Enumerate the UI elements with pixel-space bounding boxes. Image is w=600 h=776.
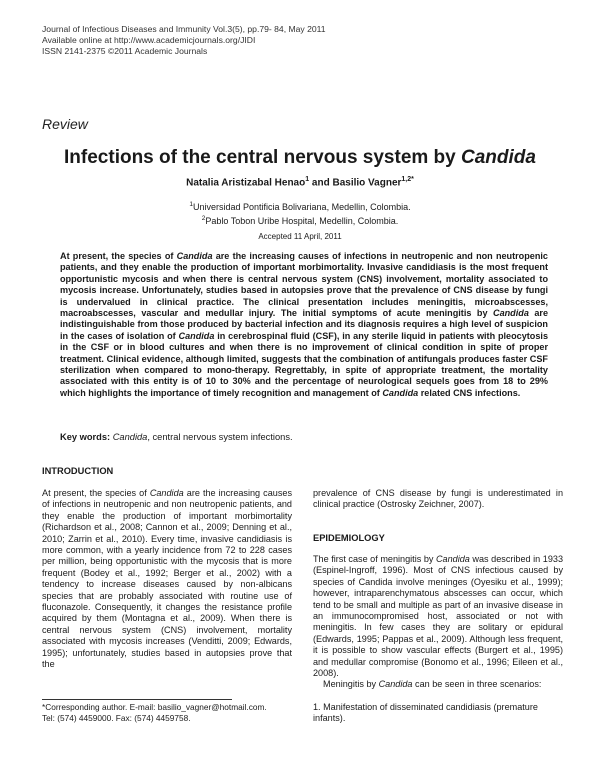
abstract: At present, the species of Candida are the increasing causes of infections in neutropenic and non neutropenic patients, and they enable the production of important morbimortality. Invasive candidiasis is the most frequent opportunistic mycosis and when there is central nervous system (CNS) involvement, mortality associated to mycosis increase. Unfortunately, studies based in autopsies prove that the prevalence of CNS disease by fungi is undervalued in clinical practice. The clinical presentation includes meningitis, microabscesses, macroabscesses, vascular and medullar injury. The initial symptoms of acute meningitis by Candida are indistinguishable from those produced by bacterial infection and its diagnosis requires a high level of suspicion in the cases of isolation of Candida in cerebrospinal fluid (CSF), in any sterile liquid in patients with pleocytosis in the CSF or in blood cultures and when there is no improvement of clinical condition in spite of proper treatment. Clinical evidence, although limited, suggests that the combination of antifungals produces faster CSF sterilization when compared to mono-therapy. Regrettably, in spite of appropriate treatment, the mortality associated with this entity is of 10 to 30% and the percentage of neurological sequels goes from 18 to 29% which highlights the importance of timely recognition and management of Candida related CNS infections. xyxy=(60,251,549,398)
author-1-affil: 1 xyxy=(305,176,310,183)
author-2: Basilio Vagner xyxy=(332,177,402,189)
journal-issn: ISSN 2141-2375 ©2011 Academic Journals xyxy=(42,46,208,56)
affiliation-1: $^1$Universidad Pontificia Bolivariana, Medellin, Colombia. xyxy=(189,201,411,212)
footnote-divider xyxy=(42,699,232,700)
footnote-email: *Corresponding author. E-mail: basilio_vagner@hotmail.com. xyxy=(42,702,267,712)
journal-header xyxy=(42,24,326,57)
title-main: Infections of the central nervous system by xyxy=(64,147,456,168)
introduction-body xyxy=(42,488,292,671)
introduction-continued xyxy=(313,488,563,511)
introduction-heading: INTRODUCTION xyxy=(42,466,114,476)
journal-url: Available online at http://www.academicjournals.org/JIDI xyxy=(42,35,256,45)
introduction-continued-text: prevalence of CNS disease by fungi is underestimated in clinical practice (Ostrosky Zeichner, 2007). xyxy=(313,488,563,510)
affiliations xyxy=(0,199,600,227)
paper-title xyxy=(0,147,600,169)
epidemiology-heading: EPIDEMIOLOGY xyxy=(313,533,385,543)
author-2-affil: 1,2* xyxy=(401,176,414,183)
introduction-paragraph: At present, the species of Candida are the increasing causes of infections in neutropenic and non neutropenic patients, and they enable the production of important morbimortality (Richardson et al., 2008; Cannon et al., 2009; Denning et al., 2010; Zarrin et al., 2010). Every time, invasive candidiasis is more common, with a yearly incidence from 72 to 228 cases per million, being opportunistic with the mycosis that is more frequent (Bodey et al., 1992; Berger et al., 2002) with a tendency to increase diseases caused by non-albicans species that are probably associated with routine use of fluconazole. Consequently, it changes the resistance profile acquired by them (Montagna et al., 2009). When there is central nervous system (CNS) involvement, mortality associated with mycosis increases (Venditti, 2009; Edwards, 1995); unfortunately, studies based in autopsies prove that the xyxy=(42,488,292,670)
journal-citation: Journal of Infectious Diseases and Immunity Vol.3(5), pp.79- 84, May 2011 xyxy=(42,24,326,34)
author-line xyxy=(0,176,600,188)
epidemiology-scenarios-intro: Meningitis by Candida can be seen in three scenarios: xyxy=(323,679,542,690)
affiliation-2: $^2$Pablo Tobon Uribe Hospital, Medellin, Colombia. xyxy=(201,215,399,226)
keywords xyxy=(60,432,293,442)
article-type-label: Review xyxy=(42,116,88,132)
footnote-phone: Tel: (574) 4459000. Fax: (574) 4459758. xyxy=(42,713,191,723)
accepted-date: Accepted 11 April, 2011 xyxy=(258,232,342,241)
keywords-label: Key words: xyxy=(60,432,111,442)
keywords-rest: , central nervous system infections. xyxy=(147,432,293,442)
corresponding-author-footnote xyxy=(42,702,267,724)
keywords-italic: Candida xyxy=(112,432,148,442)
epidemiology-body xyxy=(313,554,563,691)
scenario-item-1: 1. Manifestation of disseminated candidiasis (premature infants). xyxy=(313,702,538,724)
author-joiner: and xyxy=(311,177,330,189)
epidemiology-paragraph: The first case of meningitis by Candida was described in 1933 (Espinel-Ingroff, 1996). Most of CNS infectious caused by species of Candida involve meninges (Oyesiku et al., 1999); however, intraparenchymatous abscesses can occur, which tend to be small and multiple as part of an invasive disease in an immunocompromised host, associated or not with meningitis. In few cases they are solitary or epidural (Edwards, 1995; Pappas et al., 2009). Although less frequent, it is possible to show vascular effects (Burgert et al., 1995) and medullar compromise (Bonomo et al., 1996; Eileen et al., 2008). xyxy=(313,554,563,679)
author-1: Natalia Aristizabal Henao xyxy=(186,177,306,189)
title-italic: Candida xyxy=(461,147,536,168)
